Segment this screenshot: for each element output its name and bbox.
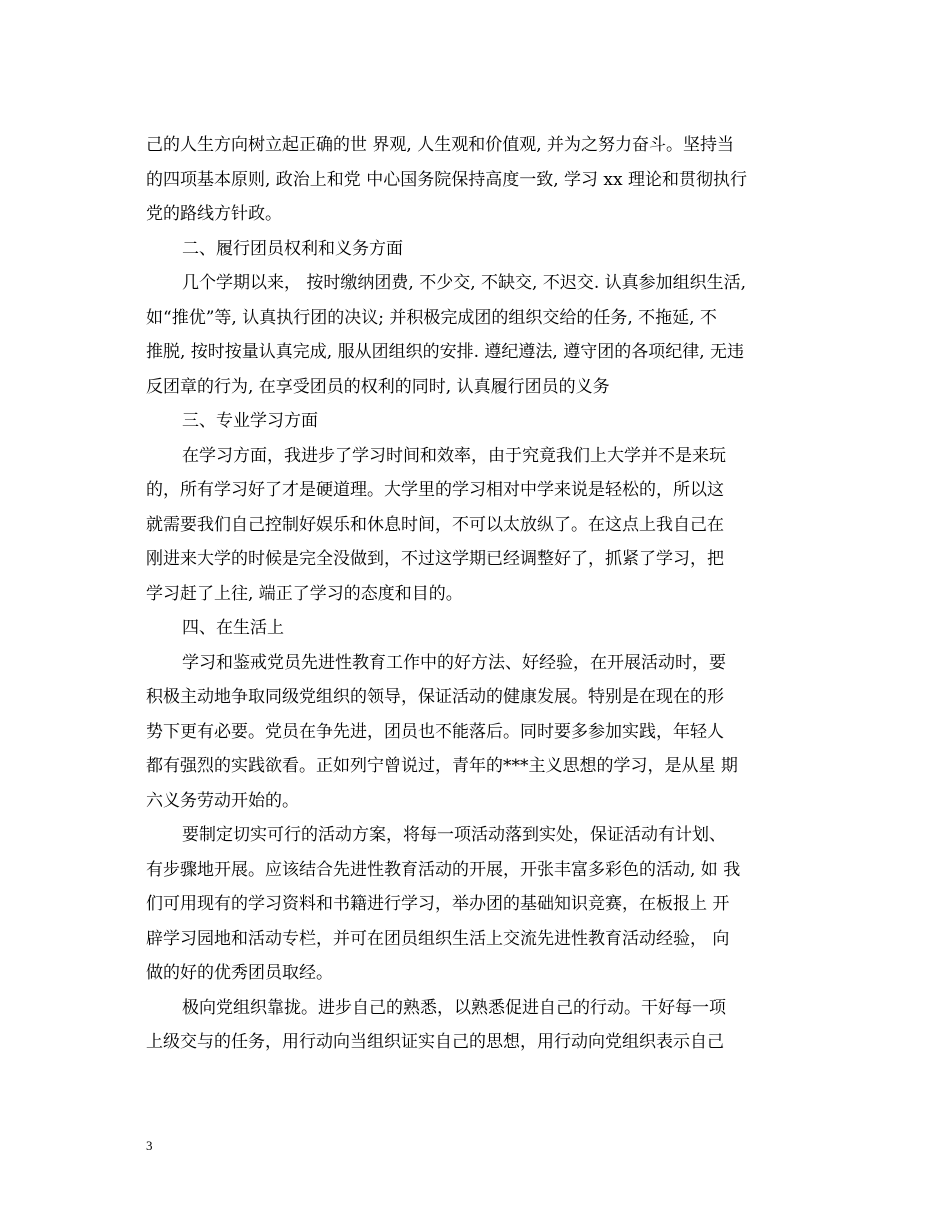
paragraph-start-line: 二、履行团员权利和义务方面	[182, 238, 403, 259]
text-line: 的四项基本原则, 政治上和党 中心国务院保持高度一致, 学习 xx 理论和贯彻执行	[146, 169, 747, 190]
text-line: 势下更有必要。党员在争先进，团员也不能落后。同时要多参加实践，年轻人	[146, 721, 724, 742]
text-line: 做的好的优秀团员取经。	[146, 963, 333, 983]
text-line: 学习赶了上往, 端正了学习的态度和目的。	[146, 583, 463, 604]
text-line: 都有强烈的实践欲看。正如列宁曾说过，青年的***主义思想的学习，是从星 期	[146, 756, 738, 776]
page-number: 3	[146, 1138, 153, 1153]
paragraph-start-line: 三、专业学习方面	[182, 411, 318, 431]
text-line: 如“推优”等, 认真执行团的决议; 并积极完成团的组织交给的任务, 不拖延, 不	[146, 307, 717, 328]
paragraph-start-line: 学习和鉴戒党员先进性教育工作中的好方法、好经验，在开展活动时，要	[182, 652, 726, 673]
text-line: 的，所有学习好了才是硬道理。大学里的学习相对中学来说是轻松的，所以这	[146, 480, 724, 500]
paragraph-start-line: 在学习方面，我进步了学习时间和效率，由于究竟我们上大学并不是来玩	[182, 445, 726, 466]
text-line: 有步骤地开展。应该结合先进性教育活动的开展，开张丰富多彩色的活动, 如 我	[146, 859, 741, 880]
text-line: 辟学习园地和活动专栏，并可在团员组织生活上交流先进性教育活动经验， 向	[146, 928, 730, 949]
text-line: 党的路线方针政。	[146, 204, 282, 224]
paragraph-start-line: 要制定切实可行的活动方案，将每一项活动落到实处，保证活动有计划、	[182, 825, 726, 845]
text-line: 上级交与的任务，用行动向当组织证实自己的思想，用行动向党组织表示自己	[146, 1032, 724, 1052]
text-line: 反团章的行为, 在享受团员的权利的同时, 认真履行团员的义务	[146, 376, 610, 397]
text-line: 就需要我们自己控制好娱乐和休息时间，不可以太放纵了。在这点上我自己在	[146, 514, 724, 535]
text-line: 刚进来大学的时候是完全没做到，不过这学期已经调整好了，抓紧了学习，把	[146, 549, 724, 569]
paragraph-start-line: 极向党组织靠拢。进步自己的熟悉，以熟悉促进自己的行动。干好每一项	[182, 997, 726, 1018]
text-line: 积极主动地争取同级党组织的领导，保证活动的健康发展。特别是在现在的形	[146, 687, 724, 707]
document-body	[146, 128, 806, 1060]
text-line: 们可用现有的学习资料和书籍进行学习，举办团的基础知识竞赛，在板报上 开	[146, 894, 730, 914]
text-line: 己的人生方向树立起正确的世 界观, 人生观和价值观, 并为之努力奋斗。坚持当	[146, 135, 735, 155]
paragraph-start-line: 几个学期以来， 按时缴纳团费, 不少交, 不缺交, 不迟交. 认真参加组织生活,	[182, 273, 747, 293]
text-line: 推脱, 按时按量认真完成, 服从团组织的安排. 遵纪遵法, 遵守团的各项纪律, 无违	[146, 342, 745, 362]
paragraph-start-line: 四、在生活上	[182, 618, 284, 638]
text-line: 六义务劳动开始的。	[146, 790, 299, 811]
